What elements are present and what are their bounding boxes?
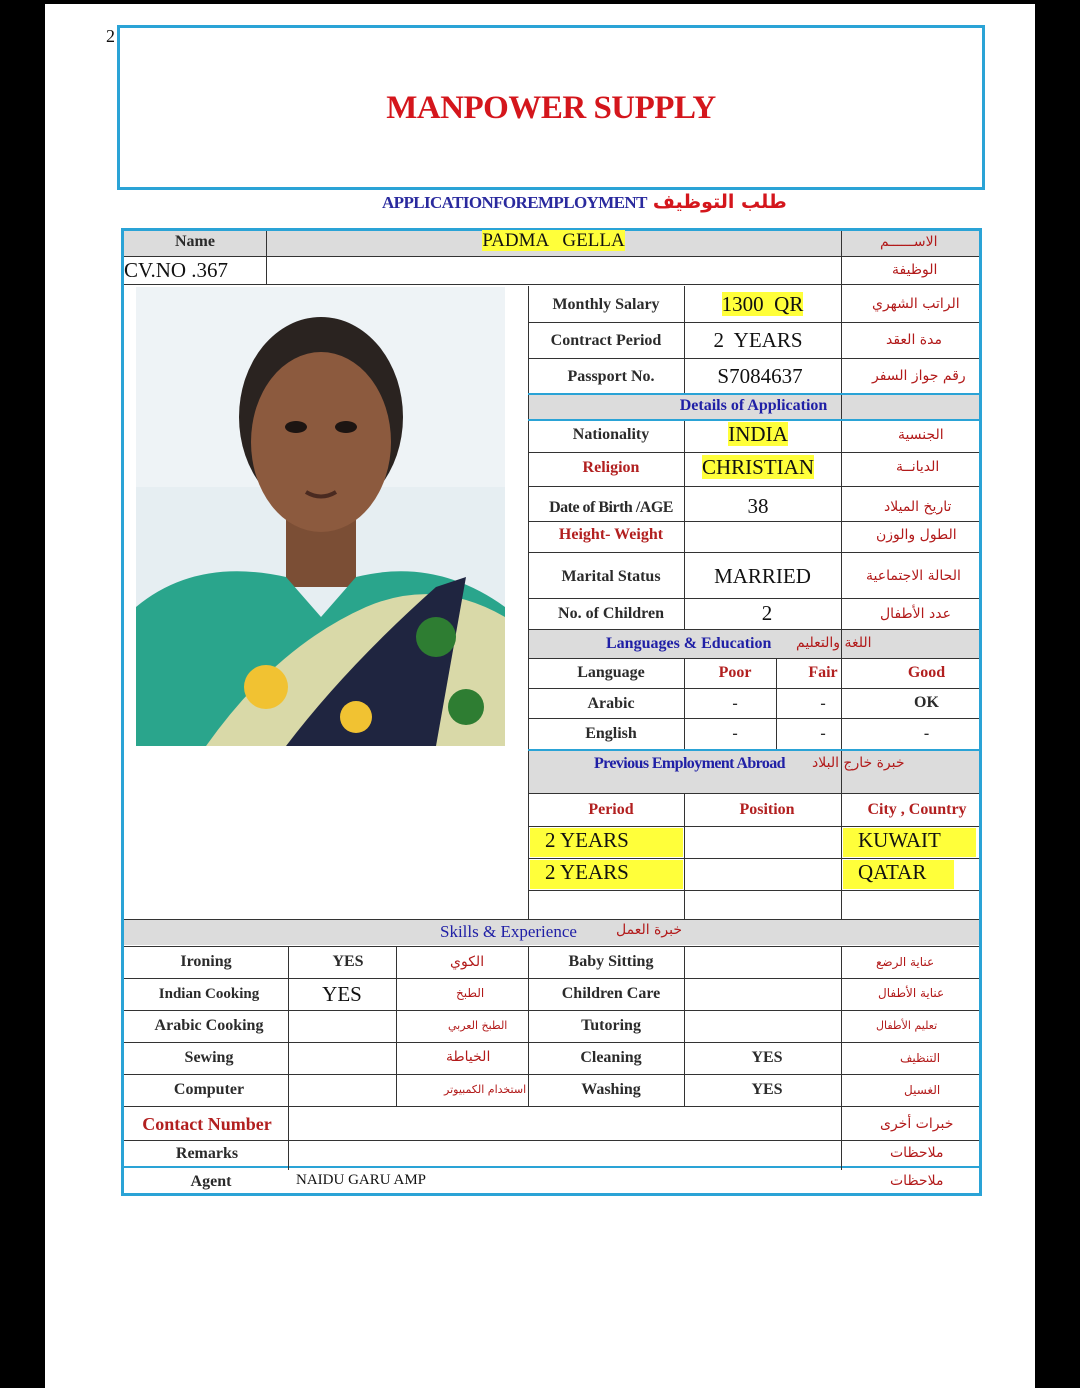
name-arabic: الاســــــم — [880, 234, 938, 250]
contract-value: 2 YEARS — [713, 328, 803, 352]
subtitle-english: APPLICATIONFOREMPLOYMENT — [382, 193, 647, 212]
contact-arabic: خبرات أخرى — [880, 1116, 954, 1132]
skill-babysitting-label: Baby Sitting — [568, 953, 654, 970]
name-label: Name — [175, 233, 215, 250]
skill-sewing-label: Sewing — [184, 1049, 234, 1066]
abroad-period-2: 2 YEARS — [530, 860, 683, 889]
fair-col-header: Fair — [808, 664, 838, 681]
candidate-photo — [136, 287, 505, 746]
poor-col-header: Poor — [718, 664, 752, 681]
skill-cleaning-arabic: التنظيف — [900, 1051, 941, 1065]
salary-arabic: الراتب الشهري — [872, 296, 960, 312]
language-row-arabic: Arabic — [587, 695, 635, 712]
children-arabic: عدد الأطفال — [880, 606, 951, 622]
dob-arabic: تاريخ الميلاد — [884, 499, 952, 515]
religion-value: CHRISTIAN — [701, 455, 814, 479]
cv-number: CV.NO .367 — [124, 258, 229, 282]
abroad-city-2: QATAR — [843, 860, 954, 889]
skill-ironing-value: YES — [332, 953, 364, 970]
skill-washing-arabic: الغسيل — [904, 1083, 941, 1097]
skill-childcare-label: Children Care — [561, 985, 661, 1002]
skill-childcare-arabic: عناية الأطفال — [878, 986, 945, 1000]
skill-indian-cooking-value: YES — [322, 982, 362, 1006]
agent-label: Agent — [190, 1173, 232, 1190]
remarks-arabic: ملاحظات — [890, 1145, 944, 1161]
religion-label: Religion — [582, 459, 640, 476]
salary-label: Monthly Salary — [552, 296, 660, 313]
skill-sewing-arabic: الخياطة — [446, 1049, 491, 1065]
arabic-good: OK — [914, 694, 939, 711]
subtitle-arabic: طلب التوظيف — [652, 191, 787, 213]
dob-value: 38 — [747, 494, 769, 518]
skill-ironing-arabic: الكوي — [450, 954, 485, 970]
portrait-image — [136, 287, 505, 746]
passport-value: S7084637 — [717, 364, 803, 388]
languages-heading-arabic: اللغة والتعليم — [796, 635, 872, 651]
skill-arabic-cooking-label: Arabic Cooking — [154, 1017, 264, 1034]
job-arabic: الوظيفة — [892, 262, 938, 278]
contract-arabic: مدة العقد — [886, 332, 942, 348]
position-col-header: Position — [739, 801, 795, 818]
skill-indian-cooking-arabic: الطبخ — [456, 986, 485, 1000]
candidate-name: PADMA GELLA — [482, 230, 625, 251]
period-col-header: Period — [588, 801, 634, 818]
languages-heading: Languages & Education — [606, 635, 772, 652]
document-title: MANPOWER SUPPLY — [386, 90, 716, 126]
marital-arabic: الحالة الاجتماعية — [866, 568, 961, 584]
skill-cleaning-value: YES — [751, 1049, 783, 1066]
nationality-label: Nationality — [572, 426, 650, 443]
abroad-city-1: KUWAIT — [843, 828, 976, 857]
passport-label: Passport No. — [567, 368, 655, 385]
skill-tutoring-arabic: تعليم الأطفال — [876, 1019, 938, 1032]
height-weight-label: Height- Weight — [558, 526, 664, 543]
language-col-header: Language — [577, 664, 645, 681]
agent-value: NAIDU GARU AMP — [296, 1172, 427, 1188]
remarks-label: Remarks — [175, 1145, 239, 1162]
english-good: - — [923, 725, 930, 742]
skill-tutoring-label: Tutoring — [581, 1017, 641, 1034]
children-label: No. of Children — [558, 605, 664, 622]
skills-heading-arabic: خبرة العمل — [616, 922, 682, 938]
skill-computer-label: Computer — [173, 1081, 245, 1098]
height-weight-arabic: الطول والوزن — [876, 527, 957, 543]
skill-arabic-cooking-arabic: الطبخ العربي — [448, 1019, 508, 1032]
skill-washing-label: Washing — [581, 1081, 641, 1098]
arabic-poor: - — [732, 695, 738, 712]
abroad-heading: Previous Employment Abroad — [594, 755, 785, 772]
skill-ironing-label: Ironing — [180, 953, 232, 970]
skill-washing-value: YES — [751, 1081, 783, 1098]
form-subtitle — [382, 191, 787, 213]
marital-label: Marital Status — [561, 568, 661, 585]
arabic-fair: - — [820, 695, 826, 712]
nationality-value: INDIA — [728, 422, 788, 446]
skills-heading: Skills & Experience — [440, 922, 577, 941]
page-number: 2 — [106, 26, 115, 46]
contract-label: Contract Period — [550, 332, 662, 349]
english-fair: - — [820, 725, 826, 742]
skill-babysitting-arabic: عناية الرضع — [876, 955, 935, 969]
nationality-arabic: الجنسية — [898, 427, 944, 443]
abroad-heading-arabic: خبرة خارج البلاد — [812, 755, 905, 771]
city-col-header: City , Country — [867, 801, 967, 818]
details-heading: Details of Application — [679, 397, 828, 414]
contact-number-label: Contact Number — [142, 1114, 272, 1134]
abroad-period-1: 2 YEARS — [530, 828, 683, 857]
dob-label: Date of Birth /AGE — [549, 499, 673, 516]
english-poor: - — [732, 725, 738, 742]
skill-computer-arabic: استخدام الكمبيوتر — [444, 1083, 527, 1096]
religion-arabic: الديانــة — [896, 459, 940, 475]
good-col-header: Good — [907, 664, 946, 681]
salary-value: 1300 QR — [721, 292, 804, 316]
passport-arabic: رقم جواز السفر — [872, 368, 966, 384]
language-row-english: English — [585, 725, 637, 742]
children-value: 2 — [761, 601, 773, 625]
skill-cleaning-label: Cleaning — [580, 1049, 642, 1066]
agent-arabic: ملاحظات — [890, 1173, 944, 1189]
skill-indian-cooking-label: Indian Cooking — [158, 986, 260, 1002]
marital-value: MARRIED — [714, 564, 811, 588]
header-box — [117, 25, 985, 190]
